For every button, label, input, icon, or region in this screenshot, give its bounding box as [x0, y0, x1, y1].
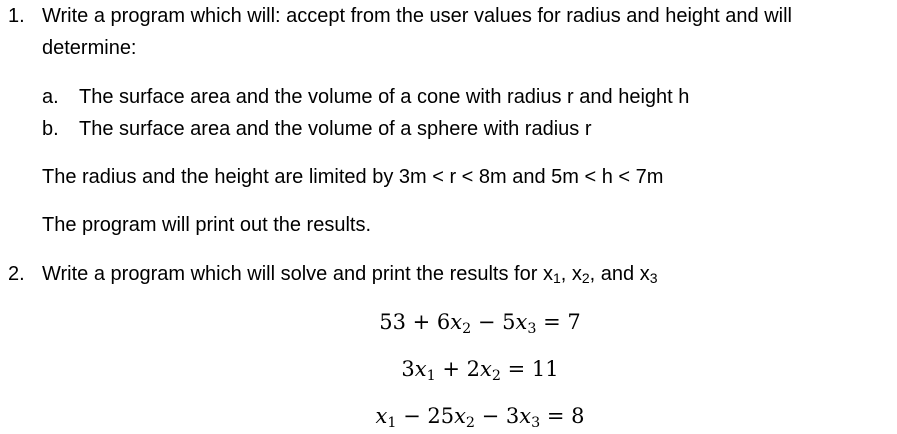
item-label-b: b.: [42, 118, 59, 140]
equation-3: $x_1 - 25x_2 - 3x_3 = 8$: [375, 404, 585, 431]
equation-1: $53 + 6x_2 - 5x_3 = 7$: [379, 310, 581, 337]
limits-text: The radius and the height are limited by 3m < r < 8m and 5m < h < 7m: [42, 166, 664, 188]
question-number: 2.: [8, 263, 25, 285]
question-text-line: determine:: [42, 37, 137, 59]
question-text-line: Write a program which will: accept from the user values for radius and height and will: [42, 5, 792, 27]
item-label-a: a.: [42, 86, 59, 108]
equation-2: $3x_1 + 2x_2 = 11$: [401, 357, 559, 384]
print-results-text: The program will print out the results.: [42, 214, 372, 236]
item-text-a: The surface area and the volume of a cone with radius r and height h: [79, 86, 690, 108]
item-text-b: The surface area and the volume of a sphere with radius r: [79, 118, 592, 140]
question-text-line: Write a program which will solve and print the results for $x_1$, $x_2$, and $x_3$: [42, 263, 658, 286]
question-number: 1.: [8, 5, 25, 27]
